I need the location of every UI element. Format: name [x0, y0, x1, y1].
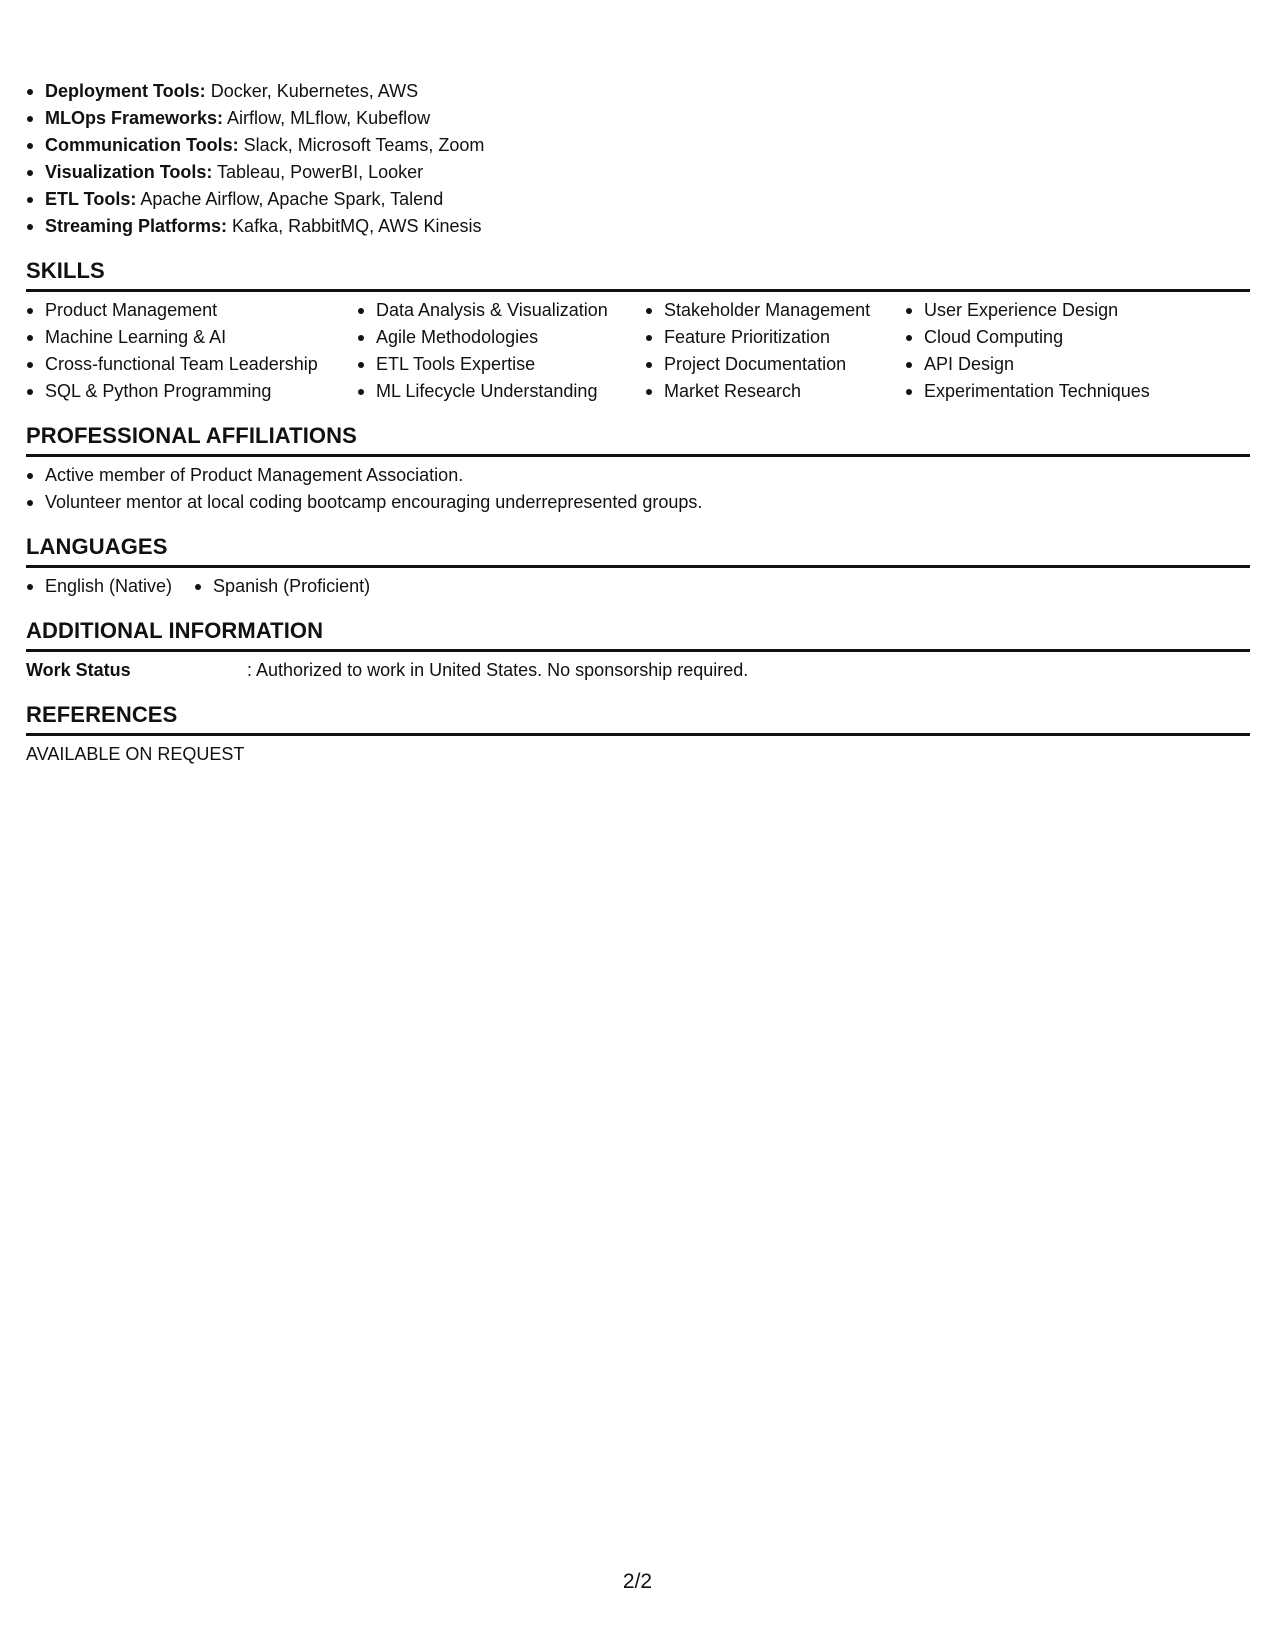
skills-heading: SKILLS [26, 257, 1250, 292]
references-text: AVAILABLE ON REQUEST [26, 744, 245, 764]
tool-category-label: Streaming Platforms: [45, 216, 228, 236]
list-item: Active member of Product Management Association. [26, 462, 1250, 489]
skill-item: Data Analysis & Visualization [357, 297, 645, 324]
languages-heading: LANGUAGES [26, 533, 1250, 568]
tool-category-value: Airflow, MLflow, Kubeflow [223, 108, 431, 128]
skill-item: SQL & Python Programming [26, 378, 357, 405]
tool-category-value: Docker, Kubernetes, AWS [205, 81, 419, 101]
skills-column [905, 297, 1250, 405]
skills-column [357, 297, 645, 405]
tool-category-value: Slack, Microsoft Teams, Zoom [238, 135, 485, 155]
language-item: English (Native) [26, 573, 172, 600]
skill-item: ML Lifecycle Understanding [357, 378, 645, 405]
skills-column [26, 297, 357, 405]
list-item [26, 132, 1250, 159]
skill-item: API Design [905, 351, 1250, 378]
references-heading: REFERENCES [26, 701, 1250, 736]
languages-list [26, 573, 1250, 600]
work-status-label: Work Status [26, 660, 131, 680]
additional-info-heading: ADDITIONAL INFORMATION [26, 617, 1250, 652]
skill-item: Feature Prioritization [645, 324, 905, 351]
skill-item: ETL Tools Expertise [357, 351, 645, 378]
skill-item: User Experience Design [905, 297, 1250, 324]
list-item [26, 159, 1250, 186]
skill-item: Project Documentation [645, 351, 905, 378]
tool-category-label: MLOps Frameworks: [45, 108, 224, 128]
skill-item: Product Management [26, 297, 357, 324]
list-item [26, 213, 1250, 240]
skill-item: Agile Methodologies [357, 324, 645, 351]
tool-category-value: Tableau, PowerBI, Looker [212, 162, 424, 182]
skill-item: Experimentation Techniques [905, 378, 1250, 405]
tool-category-label: Visualization Tools: [45, 162, 213, 182]
tool-category-value: Apache Airflow, Apache Spark, Talend [136, 189, 444, 209]
tool-category-label: Communication Tools: [45, 135, 239, 155]
list-item [26, 78, 1250, 105]
page-number: 2/2 [622, 1570, 653, 1593]
affiliations-heading: PROFESSIONAL AFFILIATIONS [26, 422, 1250, 457]
skill-item: Stakeholder Management [645, 297, 905, 324]
work-status-value: : Authorized to work in United States. No sponsorship required. [247, 660, 749, 680]
tools-list [26, 78, 1250, 240]
list-item [26, 105, 1250, 132]
list-item: Volunteer mentor at local coding bootcamp encouraging underrepresented groups. [26, 489, 1250, 516]
skills-column [645, 297, 905, 405]
tool-category-value: Kafka, RabbitMQ, AWS Kinesis [227, 216, 482, 236]
skill-item: Market Research [645, 378, 905, 405]
skill-item: Cloud Computing [905, 324, 1250, 351]
affiliations-list [26, 462, 1250, 516]
tool-category-label: Deployment Tools: [45, 81, 206, 101]
list-item [26, 186, 1250, 213]
skills-grid [26, 297, 1250, 405]
tool-category-label: ETL Tools: [45, 189, 137, 209]
skill-item: Machine Learning & AI [26, 324, 357, 351]
language-item: Spanish (Proficient) [194, 573, 370, 600]
work-status-row [26, 657, 1250, 684]
resume-page [26, 78, 1250, 768]
skill-item: Cross-functional Team Leadership [26, 351, 357, 378]
